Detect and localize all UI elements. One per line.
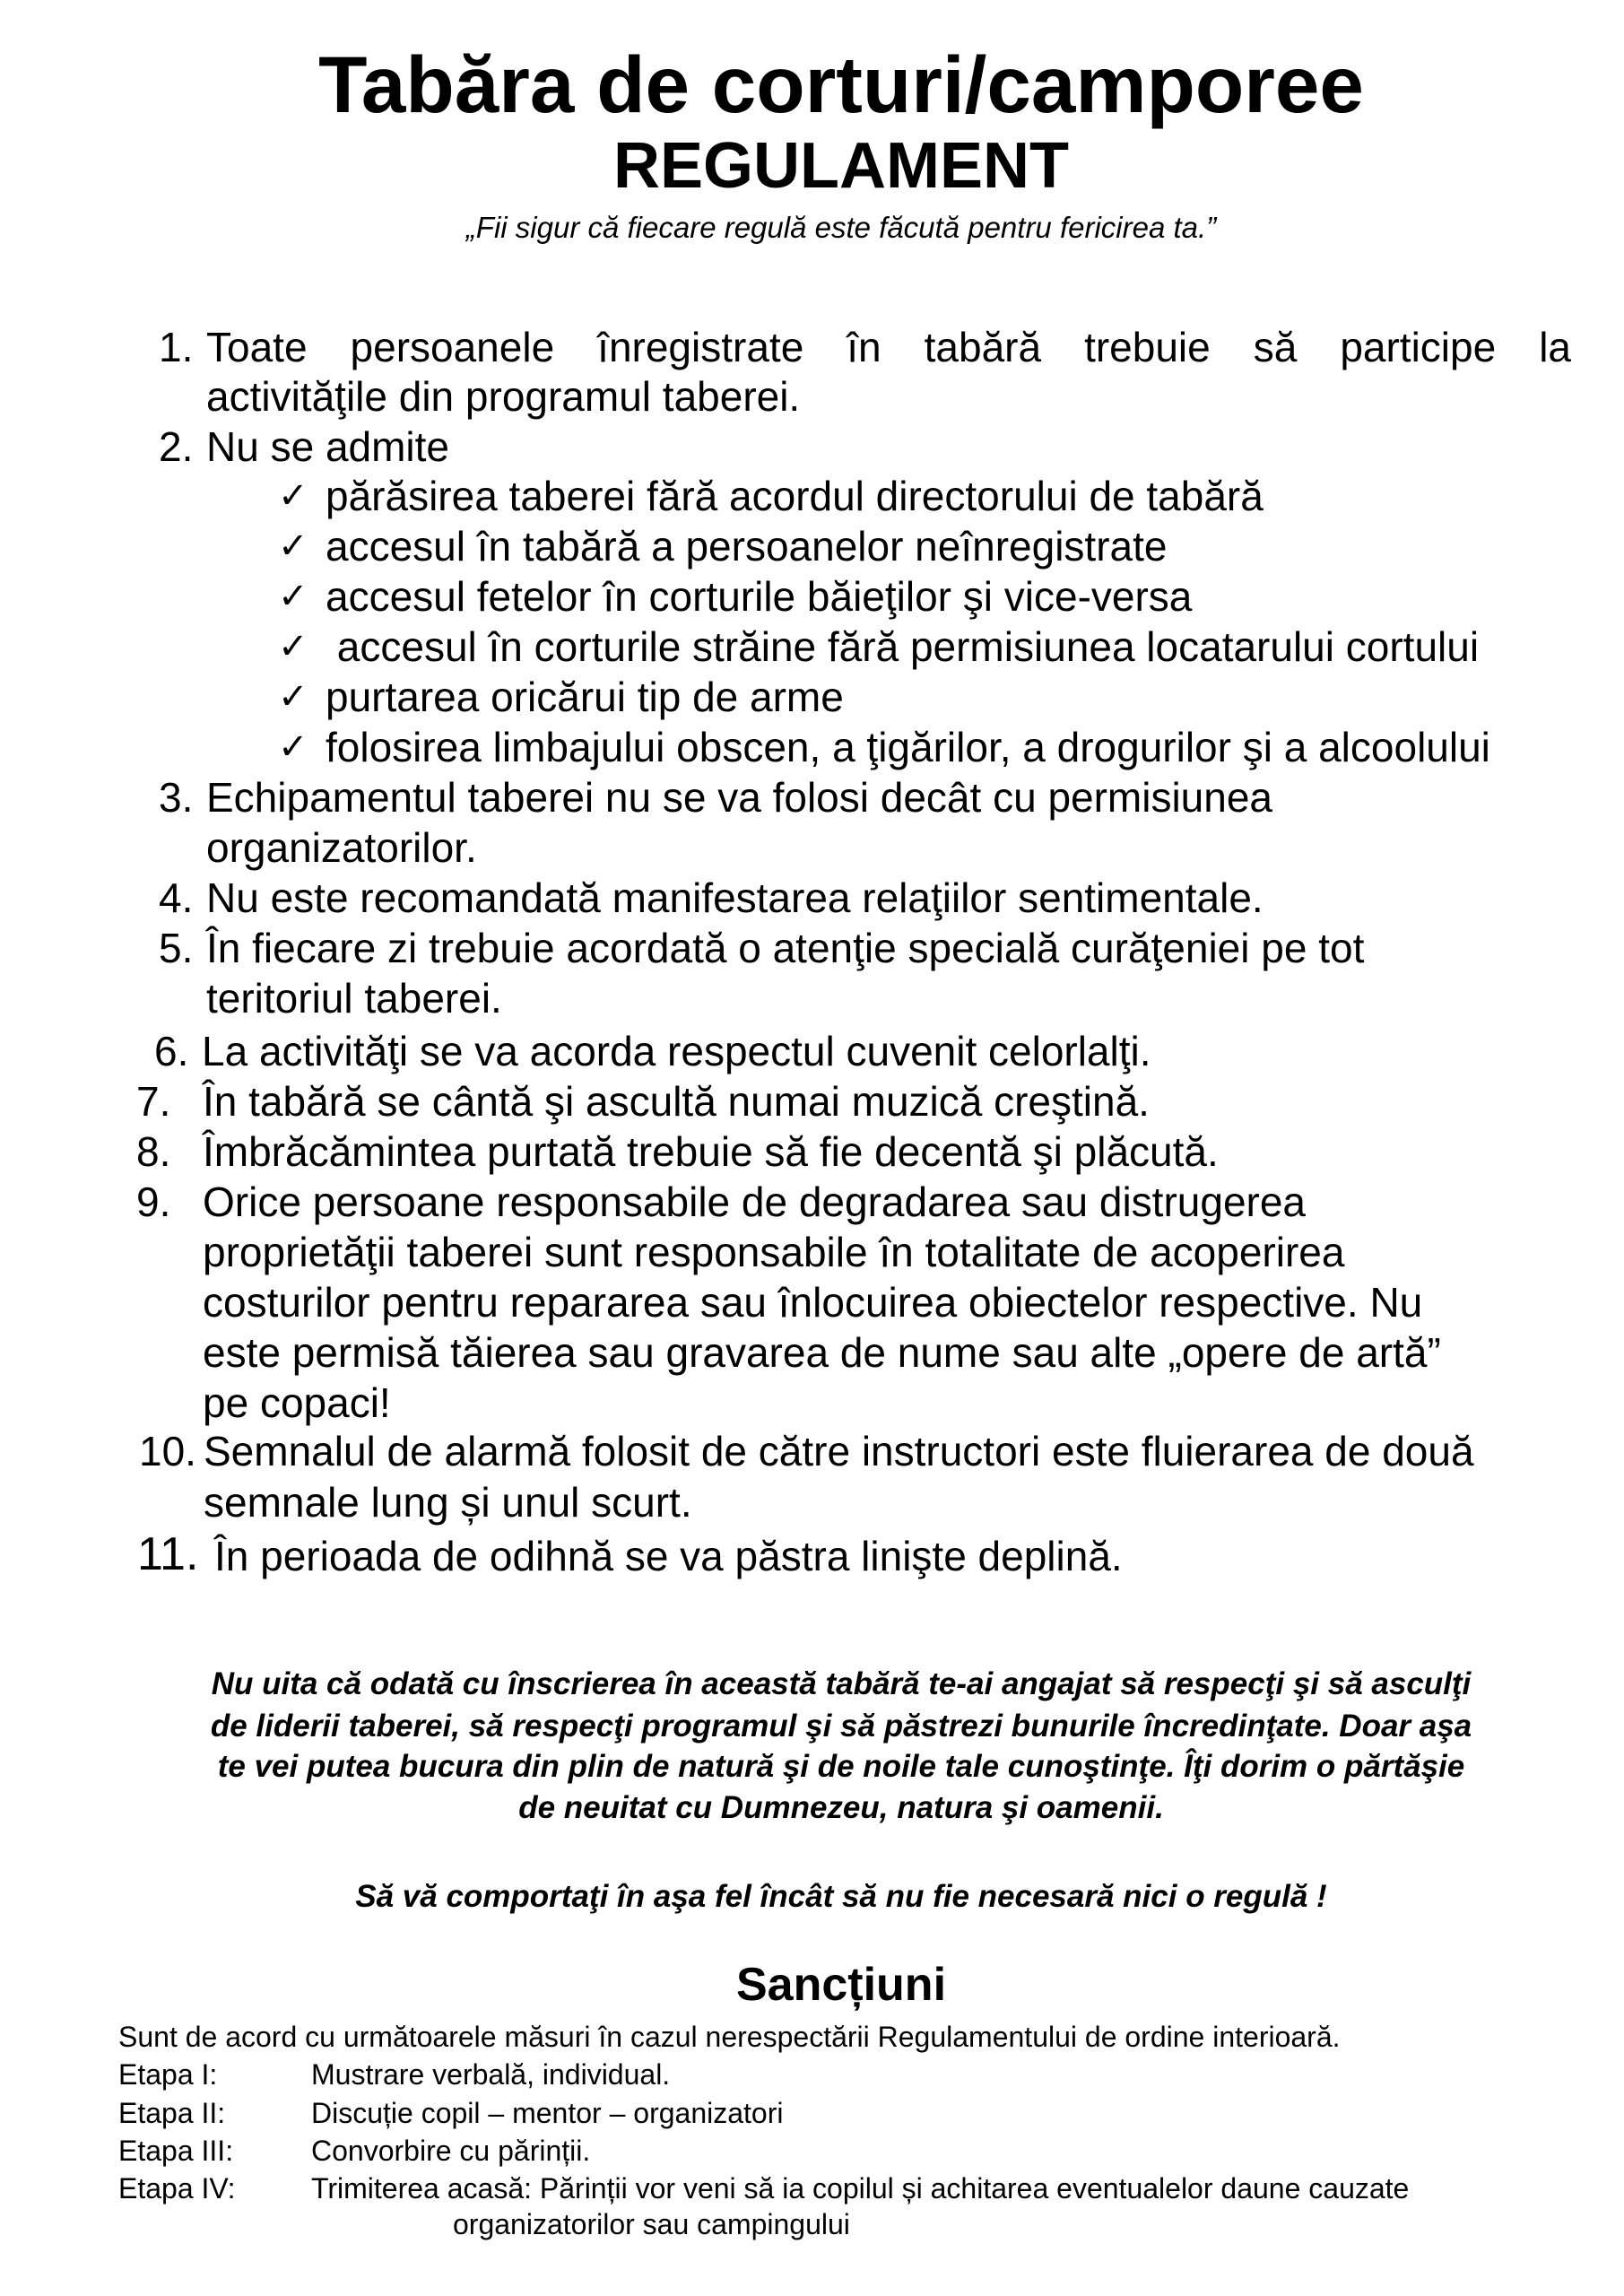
rule-number: 5. (159, 925, 194, 971)
rule-text-continued: pe copaci! (203, 1379, 391, 1426)
rule-number: 4. (159, 874, 194, 921)
stage-text: Discuție copil – mentor – organizatori (311, 2097, 784, 2129)
sanctions-intro: Sunt de acord cu următoarele măsuri în cazul nerespectării Regulamentului de ordine interioară. (118, 2021, 1341, 2053)
check-icon: ✓ (278, 476, 308, 516)
rule-number: 11. (137, 1528, 199, 1580)
rule-number: 3. (159, 774, 194, 821)
sanctions-title: Sancțiuni (735, 1959, 947, 2011)
rule-text: Nu se admite (206, 423, 450, 470)
prohibited-item: purtarea oricărui tip de arme (326, 674, 844, 720)
rule-text: Echipamentul taberei nu se va folosi decât cu permisiunea (206, 774, 1273, 821)
rule-number: 7. (136, 1078, 171, 1125)
rule-text: Nu este recomandată manifestarea relaţiilor sentimentale. (206, 874, 1264, 921)
document-subtitle: REGULAMENT (613, 130, 1069, 202)
rule-text: Toate persoanele înregistrate în tabără trebuie să participe la (206, 324, 1571, 370)
prohibited-item: accesul fetelor în corturile băieţilor şi vice-versa (326, 573, 1193, 620)
rule-text-continued: costurilor pentru repararea sau înlocuirea obiectelor respective. Nu (203, 1279, 1423, 1326)
closing-motto: Să vă comportaţi în aşa fel încât să nu fie necesară nici o regulă ! (355, 1879, 1327, 1914)
rule-number: 6. (154, 1028, 189, 1074)
prohibited-item: accesul în tabără a persoanelor neînregistrate (326, 523, 1168, 570)
rule-number: 2. (159, 423, 194, 470)
prohibited-item: părăsirea taberei fără acordul directorului de tabără (326, 473, 1264, 519)
prohibited-item: accesul în corturile străine fără permisiunea locatarului cortului (326, 623, 1480, 670)
closing-line: de neuitat cu Dumnezeu, natura şi oamenii. (518, 1790, 1164, 1825)
rule-text-continued: semnale lung și unul scurt. (204, 1479, 692, 1526)
check-icon: ✓ (278, 627, 308, 666)
rule-text-continued: teritoriul taberei. (206, 975, 502, 1022)
stage-text-continued: organizatorilor sau campingului (453, 2208, 850, 2240)
stage-text: Mustrare verbală, individual. (311, 2058, 671, 2091)
stage-label: Etapa III: (118, 2135, 234, 2167)
stage-label: Etapa II: (118, 2097, 226, 2129)
closing-line: de liderii taberei, să respecţi programul şi să păstrezi bunurile încredinţate. Doar aşa (210, 1709, 1472, 1744)
rule-text-continued: este permisă tăierea sau gravarea de nume sau alte „opere de artă” (203, 1329, 1441, 1376)
rule-text: În tabără se cântă şi ascultă numai muzică creştină. (203, 1078, 1150, 1125)
rule-number: 1. (159, 324, 194, 370)
check-icon: ✓ (278, 526, 308, 566)
rule-text: Semnalul de alarmă folosit de către instructori este fluierarea de două (204, 1428, 1474, 1474)
rule-text: Orice persoane responsabile de degradarea sau distrugerea (203, 1178, 1307, 1225)
rule-text-continued: activităţile din programul taberei. (206, 373, 801, 420)
rule-text-continued: organizatorilor. (206, 824, 477, 871)
rule-text: În perioada de odihnă se va păstra linişte deplină. (214, 1533, 1123, 1579)
check-icon: ✓ (278, 677, 308, 717)
rule-number: 10. (139, 1428, 196, 1474)
check-icon: ✓ (278, 577, 308, 616)
stage-text: Trimiterea acasă: Părinții vor veni să ia copilul și achitarea eventualelor daune cauzate (311, 2172, 1410, 2205)
stage-text: Convorbire cu părinții. (311, 2135, 591, 2167)
stage-label: Etapa IV: (118, 2172, 236, 2205)
check-icon: ✓ (278, 727, 308, 767)
rule-text: Îmbrăcămintea purtată trebuie să fie decentă şi plăcută. (203, 1128, 1219, 1175)
stage-label: Etapa I: (118, 2058, 218, 2091)
prohibited-item: folosirea limbajului obscen, a ţigărilor, a drogurilor şi a alcoolului (326, 724, 1490, 770)
rule-text: În fiecare zi trebuie acordată o atenţie specială curăţeniei pe tot (206, 925, 1365, 971)
document-title: Tabăra de corturi/camporee (318, 39, 1364, 129)
closing-line: Nu uita că odată cu înscrierea în această tabără te-ai angajat să respecţi şi să asculţi (211, 1666, 1472, 1701)
rule-text-continued: proprietăţii taberei sunt responsabile în totalitate de acoperirea (203, 1229, 1345, 1275)
rule-text: La activităţi se va acorda respectul cuvenit celorlalţi. (202, 1028, 1151, 1074)
closing-line: te vei putea bucura din plin de natură şi de noile tale cunoştinţe. Îţi dorim o părtăşie (217, 1749, 1465, 1784)
rule-number: 9. (136, 1178, 171, 1225)
document-motto: „Fii sigur că fiecare regulă este făcută pentru fericirea ta.” (465, 211, 1217, 244)
rule-number: 8. (136, 1128, 171, 1175)
